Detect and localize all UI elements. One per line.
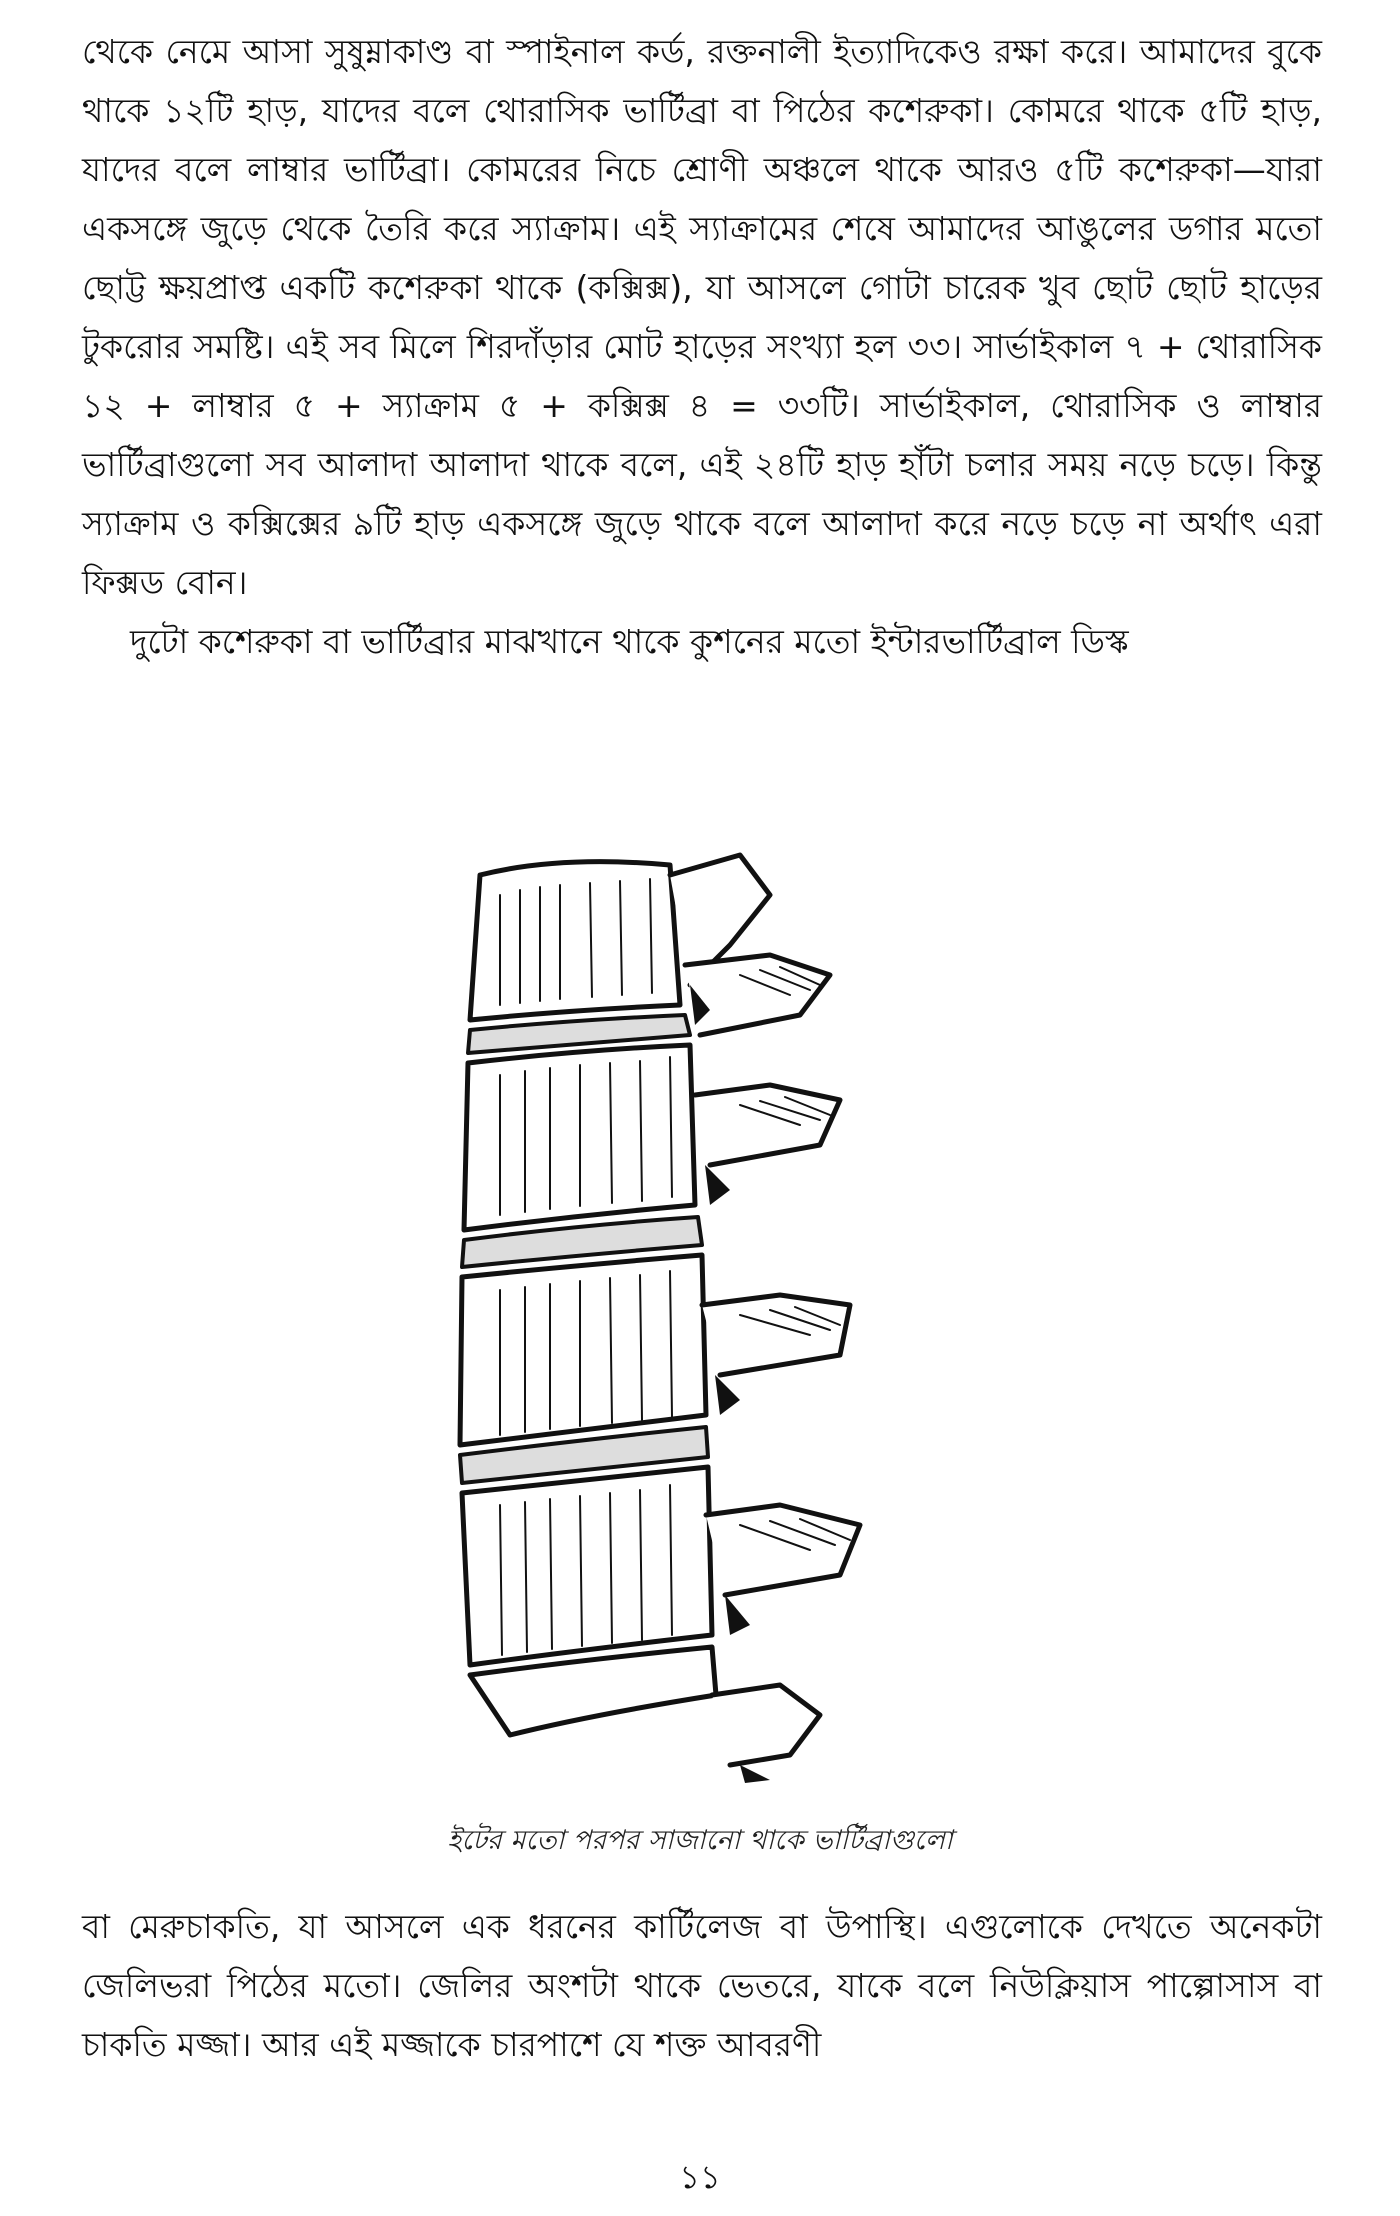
vertebrae-illustration — [440, 835, 970, 1785]
figure-caption: ইটের মতো পরপর সাজানো থাকে ভার্টিব্রাগুলো — [447, 1825, 953, 1856]
body-text-top — [82, 22, 1322, 671]
paragraph: বা মেরুচাকতি, যা আসলে এক ধরনের কার্টিলেজ বা উপাস্থি। এগুলোকে দেখতে অনেকটা জেলিভরা পিঠের মতো। জেলির অংশটা থাকে ভেতরে, যাকে বলে নিউক্লিয়াস পাল্পোসাস বা চাকতি মজ্জা। আর এই মজ্জাকে চারপাশে যে শক্ত আবরণী — [82, 1907, 1322, 2064]
paragraph: থেকে নেমে আসা সুষুম্নাকাণ্ড বা স্পাইনাল কর্ড, রক্তনালী ইত্যাদিকেও রক্ষা করে। আমাদের বুকে থাকে ১২টি হাড়, যাদের বলে থোরাসিক ভার্টিব্রা বা পিঠের কশেরুকা। কোমরে থাকে ৫টি হাড়, যাদের বলে লাম্বার ভার্টিব্রা। কোমরের নিচে শ্রোণী অঞ্চলে থাকে আরও ৫টি কশেরুকা—যারা একসঙ্গে জুড়ে থেকে তৈরি করে স্যাক্রাম। এই স্যাক্রামের শেষে আমাদের আঙুলের ডগার মতো ছোট্ট ক্ষয়প্রাপ্ত একটি কশেরুকা থাকে (কক্সিক্স), যা আসলে গোটা চারেক খুব ছোট ছোট হাড়ের টুকরোর সমষ্টি। এই সব মিলে শিরদাঁড়ার মোট হাড়ের সংখ্যা হল ৩৩। সার্ভাইকাল ৭ + থোরাসিক ১২ + লাম্বার ৫ + স্যাক্রাম ৫ + কক্সিক্স ৪ = ৩৩টি। সার্ভাইকাল, থোরাসিক ও লাম্বার ভার্টিব্রাগুলো সব আলাদা আলাদা থাকে বলে, এই ২৪টি হাড় হাঁটা চলার সময় নড়ে চড়ে। কিন্তু স্যাক্রাম ও কক্সিক্সের ৯টি হাড় একসঙ্গে জুড়ে থাকে বলে আলাদা করে নড়ে চড়ে না অর্থাৎ এরা ফিক্সড বোন। — [82, 32, 1322, 602]
page-number: ১১ — [679, 2158, 721, 2196]
paragraph: দুটো কশেরুকা বা ভার্টিব্রার মাঝখানে থাকে কুশনের মতো ইন্টারভার্টিব্রাল ডিস্ক — [130, 622, 1129, 661]
body-text-bottom — [82, 1897, 1322, 2074]
